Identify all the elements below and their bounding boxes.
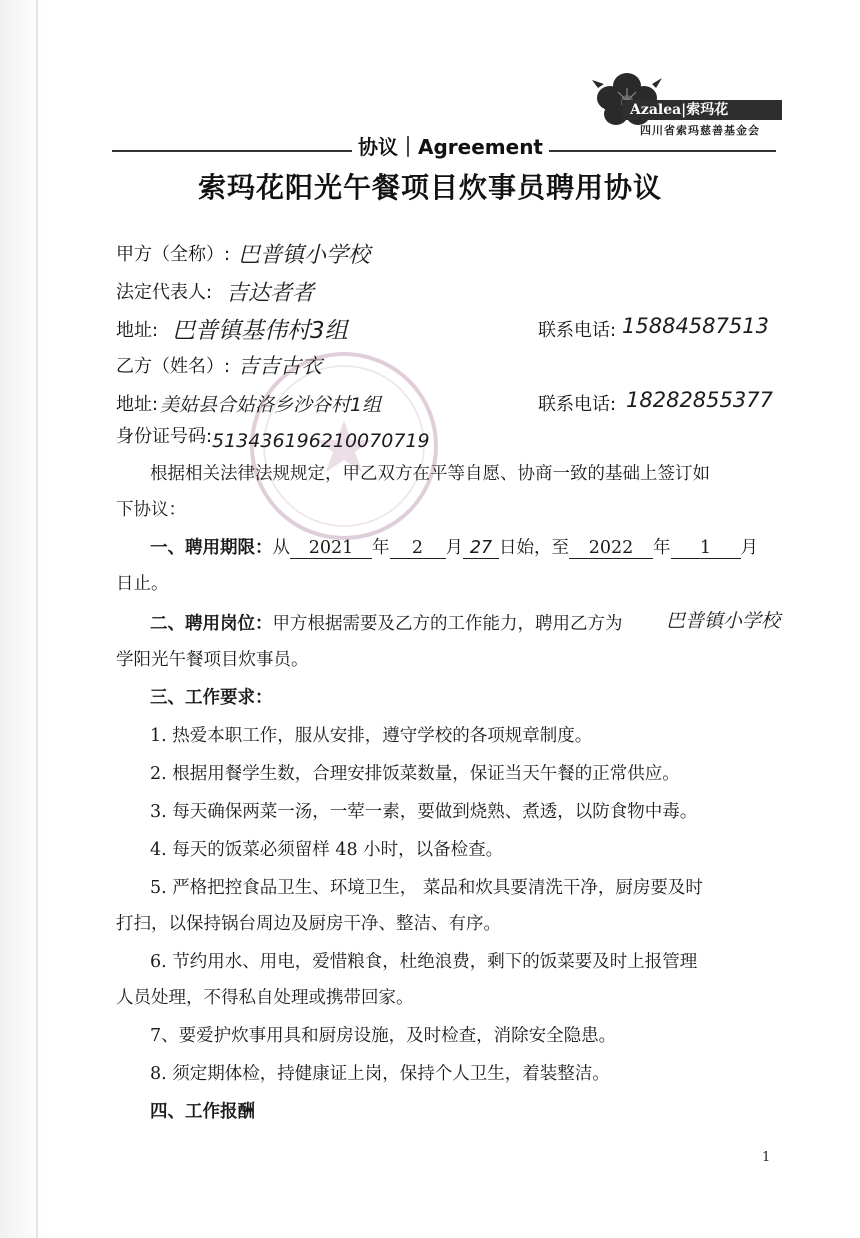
page-number: 1 xyxy=(762,1150,771,1165)
phone-b-value: 18282855377 xyxy=(626,388,773,412)
foundation-logo xyxy=(582,70,782,140)
id-number-label: 身份证号码: xyxy=(116,426,213,447)
term-month-char: 月 xyxy=(445,538,463,558)
requirement-6-line-2: 人员处理，不得私自处理或携带回家。 xyxy=(116,988,414,1008)
address-a-label: 地址: xyxy=(116,320,159,341)
address-b-value: 美姑县合姑洛乡沙谷村1组 xyxy=(160,394,382,416)
pay-heading: 四、工作报酬 xyxy=(150,1102,255,1122)
post-text: 甲方根据需要及乙方的工作能力，聘用乙方为 xyxy=(272,614,623,634)
legal-rep-label: 法定代表人: xyxy=(116,282,213,303)
requirement-6-line-1: 6. 节约用水、用电，爱惜粮食，杜绝浪费，剩下的饭菜要及时上报管理 xyxy=(150,952,698,972)
post-clause xyxy=(150,610,623,635)
party-a-value: 巴普镇小学校 xyxy=(238,243,371,268)
term-mid: 日始，至 xyxy=(499,538,569,558)
requirement-4: 4. 每天的饭菜必须留样 48 小时，以备检查。 xyxy=(150,840,504,860)
requirement-2: 2. 根据用餐学生数，合理安排饭菜数量，保证当天午餐的正常供应。 xyxy=(150,764,680,784)
term-month-char-2: 月 xyxy=(740,538,758,558)
term-prefix: 一、聘用期限： xyxy=(150,538,273,558)
term-end-line: 日止。 xyxy=(116,574,169,594)
post-prefix: 二、聘用岗位： xyxy=(150,614,273,634)
post-handwritten: 巴普镇小学校 xyxy=(666,610,781,632)
party-b-value: 吉吉古衣 xyxy=(238,354,322,378)
phone-a-label: 联系电话: xyxy=(538,320,617,341)
requirement-3: 3. 每天确保两菜一汤，一荤一素，要做到烧熟、煮透，以防食物中毒。 xyxy=(150,802,698,822)
phone-b-label: 联系电话: xyxy=(538,394,617,415)
requirement-7: 7、要爱护炊事用具和厨房设施，及时检查，消除安全隐患。 xyxy=(150,1026,617,1046)
term-clause xyxy=(150,534,758,559)
id-number-value: 513436196210070719 xyxy=(212,430,430,452)
logo-org-name: 四川省索玛慈善基金会 xyxy=(640,124,760,137)
requirements-heading: 三、工作要求： xyxy=(150,688,273,708)
term-start-year: 2021 xyxy=(290,538,372,559)
party-b-label: 乙方（姓名）: xyxy=(116,356,231,377)
party-a-label: 甲方（全称）: xyxy=(116,244,231,265)
term-end-month: 1 xyxy=(671,538,741,559)
post-line-2: 学阳光午餐项目炊事员。 xyxy=(116,650,309,670)
intro-line-2: 下协议： xyxy=(116,500,186,520)
term-year-char: 年 xyxy=(372,538,390,558)
document-title: 索玛花阳光午餐项目炊事员聘用协议 xyxy=(197,171,662,204)
term-year-char-2: 年 xyxy=(653,538,671,558)
requirement-5-line-2: 打扫，以保持锅台周边及厨房干净、整洁、有序。 xyxy=(116,914,501,934)
legal-rep-value: 吉达者者 xyxy=(226,281,315,306)
intro-line-1: 根据相关法律法规规定，甲乙双方在平等自愿、协商一致的基础上签订如 xyxy=(150,464,710,484)
address-b-label: 地址: xyxy=(116,394,159,415)
section-label: 协议｜Agreement xyxy=(352,131,549,160)
term-start-month: 2 xyxy=(390,538,446,559)
requirement-1: 1. 热爱本职工作，服从安排，遵守学校的各项规章制度。 xyxy=(150,726,593,746)
requirement-5-line-1: 5. 严格把控食品卫生、环境卫生， 菜品和炊具要清洗干净，厨房要及时 xyxy=(150,878,703,898)
requirement-8: 8. 须定期体检，持健康证上岗，保持个人卫生，着装整洁。 xyxy=(150,1064,610,1084)
address-a-value: 巴普镇基伟村3组 xyxy=(172,318,348,344)
term-start-day: 27 xyxy=(463,538,499,559)
logo-brand: Azalea|索玛花 xyxy=(622,100,782,120)
term-end-year: 2022 xyxy=(569,538,653,559)
term-from: 从 xyxy=(272,538,290,558)
phone-a-value: 15884587513 xyxy=(622,314,769,338)
